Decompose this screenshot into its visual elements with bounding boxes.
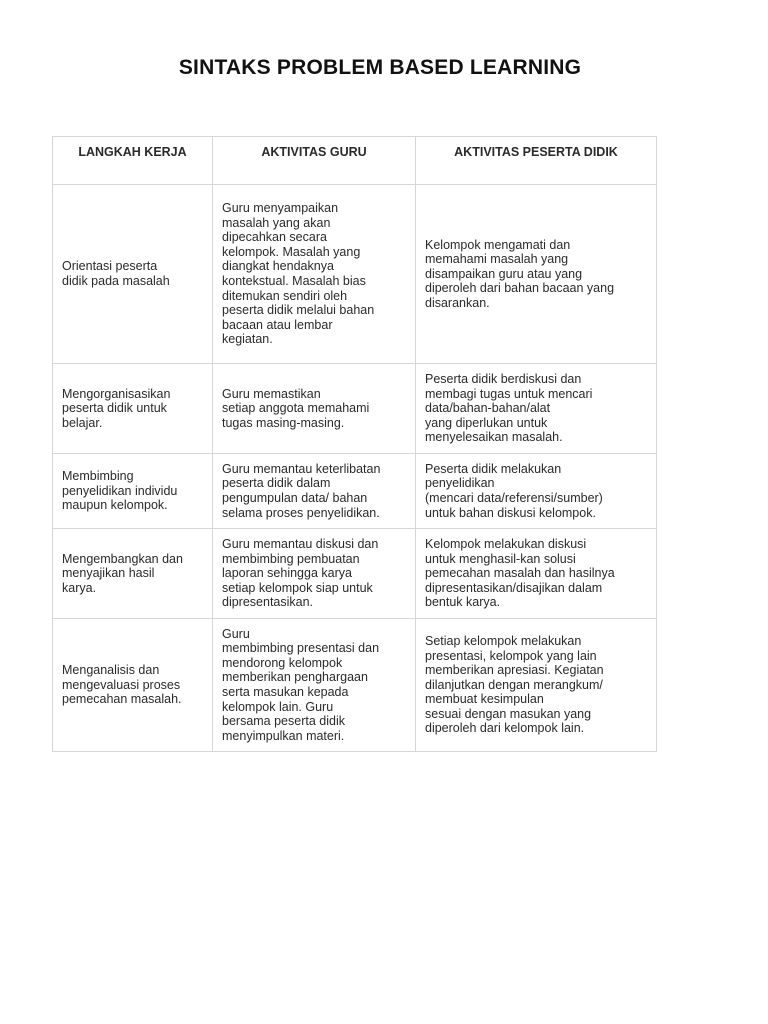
student-activity-text: Setiap kelompok melakukan presentasi, kelompok yang lain memberikan apresiasi. Kegiatan dilanjutkan dengan merangkum/ membuat kesimpulan sesuai dengan masukan yang diperoleh dari kelompok lain. — [425, 633, 604, 736]
page-title: SINTAKS PROBLEM BASED LEARNING — [178, 56, 582, 79]
step-text: Mengorganisasikan peserta didik untuk belajar. — [62, 386, 171, 430]
teacher-activity-text: Guru memantau keterlibatan peserta didik dalam pengumpulan data/ bahan selama proses penyelidikan. — [222, 461, 381, 520]
column-header-aktivitas-guru: AKTIVITAS GURU — [213, 137, 416, 185]
teacher-activity-text: Guru menyampaikan masalah yang akan dipecahkan secara kelompok. Masalah yang diangkat hendaknya kontekstual. Masalah bias ditemukan sendiri oleh peserta didik melalui bahan bacaan atau lembar kegiatan. — [222, 201, 375, 347]
table-row — [53, 619, 657, 752]
teacher-activity-cell — [213, 454, 416, 529]
table-row — [53, 529, 657, 619]
table-row — [53, 454, 657, 529]
step-cell — [53, 185, 213, 364]
student-activity-cell — [416, 185, 657, 364]
student-activity-text: Kelompok melakukan diskusi untuk menghasil-kan solusi pemecahan masalah dan hasilnya dipresentasikan/disajikan dalam bentuk karya. — [425, 537, 615, 610]
teacher-activity-cell — [213, 529, 416, 619]
student-activity-cell — [416, 619, 657, 752]
teacher-activity-text: Guru memastikan setiap anggota memahami tugas masing-masing. — [222, 386, 370, 430]
step-text: Membimbing penyelidikan individu maupun kelompok. — [62, 469, 178, 513]
column-header-aktivitas-peserta-didik: AKTIVITAS PESERTA DIDIK — [416, 137, 657, 185]
student-activity-text: Peserta didik melakukan penyelidikan (mencari data/referensi/sumber) untuk bahan diskusi kelompok. — [425, 461, 603, 520]
teacher-activity-cell — [213, 619, 416, 752]
step-text: Orientasi peserta didik pada masalah — [62, 259, 170, 288]
student-activity-cell — [416, 529, 657, 619]
student-activity-cell — [416, 364, 657, 454]
student-activity-text: Kelompok mengamati dan memahami masalah yang disampaikan guru atau yang diperoleh dari bahan bacaan yang disarankan. — [425, 237, 615, 310]
step-cell — [53, 364, 213, 454]
step-cell — [53, 619, 213, 752]
table-header-row — [53, 137, 657, 185]
step-cell — [53, 529, 213, 619]
teacher-activity-cell — [213, 364, 416, 454]
teacher-activity-cell — [213, 185, 416, 364]
student-activity-cell — [416, 454, 657, 529]
student-activity-text: Peserta didik berdiskusi dan membagi tugas untuk mencari data/bahan-bahan/alat yang diperlukan untuk menyelesaikan masalah. — [425, 372, 593, 445]
table-row — [53, 185, 657, 364]
pbl-syntax-table — [52, 136, 657, 752]
step-text: Mengembangkan dan menyajikan hasil karya. — [62, 551, 183, 595]
teacher-activity-text: Guru membimbing presentasi dan mendorong kelompok memberikan penghargaan serta masukan kepada kelompok lain. Guru bersama peserta didik menyimpulkan materi. — [222, 626, 380, 743]
table-row — [53, 364, 657, 454]
column-header-langkah-kerja: LANGKAH KERJA — [53, 137, 213, 185]
teacher-activity-text: Guru memantau diskusi dan membimbing pembuatan laporan sehingga karya setiap kelompok siap untuk dipresentasikan. — [222, 537, 379, 610]
step-cell — [53, 454, 213, 529]
step-text: Menganalisis dan mengevaluasi proses pemecahan masalah. — [62, 663, 182, 707]
